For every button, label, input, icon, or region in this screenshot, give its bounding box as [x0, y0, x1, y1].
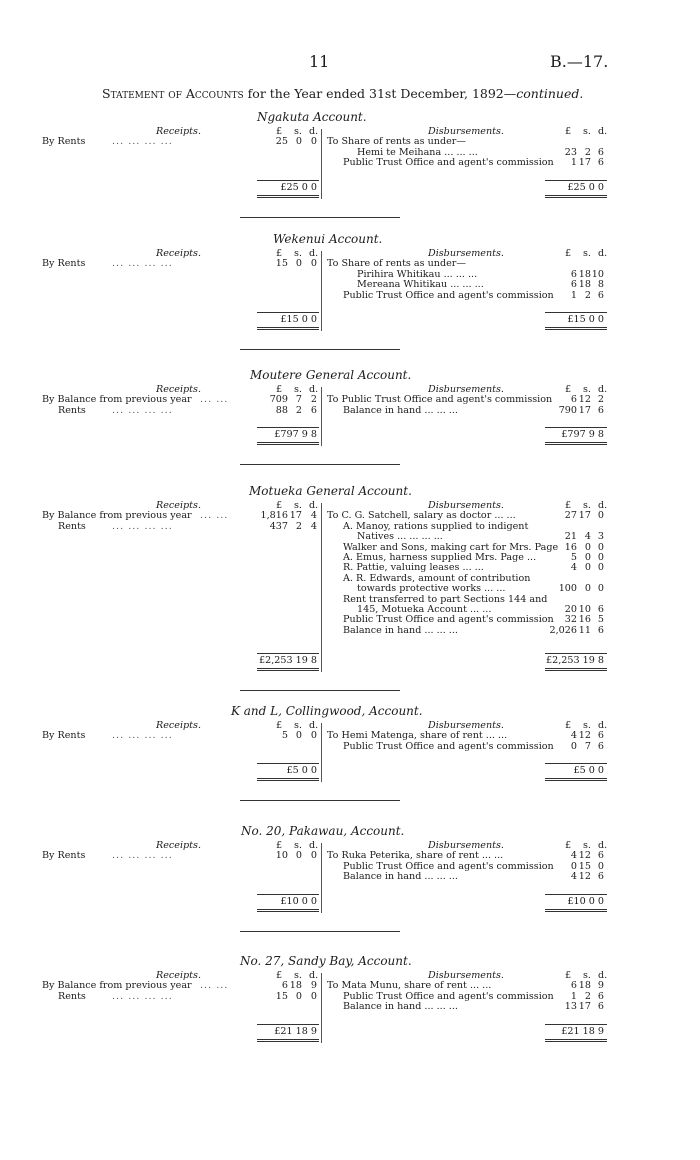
disbursement-shillings: 2	[584, 146, 591, 158]
receipt-pence: 0	[310, 850, 317, 862]
receipts-heading: Receipts.	[156, 248, 201, 259]
shilling-header: s.	[583, 384, 591, 395]
pound-header: £	[276, 384, 283, 395]
shilling-header: s.	[583, 840, 591, 851]
receipt-pounds: 88	[275, 404, 288, 416]
pence-header: d.	[309, 970, 319, 981]
total-rule	[257, 668, 319, 669]
receipts-total: £21 18 9	[274, 1025, 317, 1037]
receipt-label: By Rents	[42, 258, 86, 270]
disbursement-pounds: 1	[570, 157, 577, 169]
receipt-pounds: 15	[275, 990, 288, 1002]
receipt-label: Rents	[58, 990, 86, 1002]
receipt-dots: ... ...	[200, 394, 229, 406]
receipts-total: £15 0 0	[280, 314, 317, 325]
pound-header: £	[276, 126, 283, 137]
receipt-pounds: 25	[275, 136, 288, 148]
disbursement-text: To C. G. Satchell, salary as doctor ... ...	[327, 510, 516, 522]
total-rule	[545, 911, 607, 912]
disbursement-text: Public Trust Office and agent's commission	[343, 614, 554, 626]
disbursements-heading: Disbursements.	[428, 384, 504, 395]
shilling-header: s.	[294, 970, 302, 981]
shilling-header: s.	[294, 384, 302, 395]
pound-header: £	[565, 840, 572, 851]
disbursement-text: Public Trust Office and agent's commission	[343, 990, 554, 1002]
title-rest: for the Year ended 31st December, 1892—	[243, 86, 517, 101]
account-name: Moutere General Account.	[250, 368, 412, 382]
disbursements-heading: Disbursements.	[428, 126, 504, 137]
disbursement-shillings: 2	[584, 990, 591, 1002]
receipt-dots: ... ... ... ...	[112, 258, 173, 270]
disbursements-heading: Disbursements.	[428, 248, 504, 259]
receipts-heading: Receipts.	[156, 500, 201, 511]
pound-header: £	[276, 720, 283, 731]
disbursement-text: Public Trust Office and agent's commission	[343, 157, 554, 169]
receipt-label: By Balance from previous year	[42, 394, 192, 406]
disbursement-text: Walker and Sons, making cart for Mrs. Page	[343, 541, 559, 553]
disbursement-text: A. Manoy, rations supplied to indigent	[343, 520, 529, 532]
disbursements-total: £15 0 0	[567, 314, 604, 325]
disbursement-pounds: 4	[570, 850, 577, 862]
disbursement-shillings: 12	[578, 730, 591, 742]
pence-header: d.	[598, 840, 608, 851]
disbursement-pence: 8	[597, 279, 604, 291]
total-rule	[545, 442, 607, 443]
pence-header: d.	[598, 970, 608, 981]
shilling-header: s.	[583, 720, 591, 731]
receipt-shillings: 18	[289, 980, 302, 992]
disbursement-pounds: 4	[570, 730, 577, 742]
disbursement-text: Rent transferred to part Sections 144 and	[343, 593, 548, 605]
disbursement-text: To Ruka Peterika, share of rent ... ...	[327, 850, 504, 862]
pence-header: d.	[309, 720, 319, 731]
pound-header: £	[565, 970, 572, 981]
shilling-header: s.	[294, 720, 302, 731]
total-rule	[545, 780, 607, 781]
receipt-dots: ... ... ... ...	[112, 520, 173, 532]
disbursements-total: £797 9 8	[561, 429, 604, 441]
receipt-pence: 6	[310, 404, 317, 416]
total-rule	[257, 670, 319, 671]
receipt-label: Rents	[58, 520, 86, 532]
disbursement-text: Balance in hand ... ... ...	[343, 404, 458, 416]
page-reference: B.—17.	[550, 52, 609, 71]
total-rule	[257, 909, 319, 910]
disbursement-shillings: 2	[584, 289, 591, 301]
disbursements-heading: Disbursements.	[428, 840, 504, 851]
account-separator	[240, 217, 400, 218]
disbursement-pence: 0	[597, 552, 604, 563]
disbursement-pounds: 32	[564, 614, 577, 626]
disbursement-pence: 6	[597, 289, 604, 301]
disbursement-pounds: 6	[570, 980, 577, 992]
disbursement-shillings: 11	[578, 624, 591, 636]
disbursement-text: R. Pattie, valuing leases ... ...	[343, 562, 484, 574]
subtotal-rule	[545, 653, 607, 654]
subtotal-rule	[545, 763, 607, 764]
pound-header: £	[276, 970, 283, 981]
disbursement-shillings: 0	[584, 583, 591, 595]
shilling-header: s.	[583, 126, 591, 137]
disbursement-shillings: 18	[578, 268, 591, 280]
receipt-pence: 0	[310, 136, 317, 148]
total-rule	[545, 195, 607, 196]
disbursement-text: Natives ... ... ... ...	[357, 531, 443, 543]
receipts-heading: Receipts.	[156, 384, 201, 395]
pound-header: £	[565, 500, 572, 511]
disbursement-pence: 6	[597, 730, 604, 742]
pence-header: d.	[598, 500, 608, 511]
subtotal-rule	[545, 1024, 607, 1025]
receipt-shillings: 2	[295, 520, 302, 532]
receipt-shillings: 2	[295, 404, 302, 416]
disbursement-shillings: 7	[584, 740, 591, 752]
receipt-pounds: 10	[275, 850, 288, 862]
disbursement-text: To Public Trust Office and agent's commission	[327, 394, 553, 406]
subtotal-rule	[545, 894, 607, 895]
total-rule	[545, 909, 607, 910]
disbursement-pounds: 5	[570, 552, 577, 563]
receipts-heading: Receipts.	[156, 720, 201, 731]
receipt-shillings: 7	[295, 394, 302, 406]
total-rule	[545, 1041, 607, 1042]
pound-header: £	[276, 840, 283, 851]
pence-header: d.	[598, 384, 608, 395]
pence-header: d.	[309, 248, 319, 259]
disbursement-pounds: 23	[564, 146, 577, 158]
disbursements-total: £21 18 9	[561, 1025, 604, 1037]
total-rule	[545, 778, 607, 779]
total-rule	[257, 780, 319, 781]
receipt-dots: ... ...	[200, 980, 229, 992]
disbursement-pounds: 0	[570, 860, 577, 872]
column-divider	[321, 973, 322, 1043]
subtotal-rule	[257, 1024, 319, 1025]
title-lead: Statement of Accounts	[102, 86, 244, 101]
receipt-pounds: 1,816	[260, 510, 288, 522]
column-divider	[321, 723, 322, 782]
total-rule	[257, 442, 319, 443]
disbursement-pence: 0	[597, 860, 604, 872]
disbursement-pounds: 6	[570, 268, 577, 280]
subtotal-rule	[257, 427, 319, 428]
disbursement-shillings: 17	[578, 510, 591, 522]
disbursement-shillings: 4	[584, 531, 591, 543]
disbursement-pounds: 4	[570, 871, 577, 883]
receipt-pounds: 709	[269, 394, 288, 406]
receipt-dots: ... ... ... ...	[112, 404, 173, 416]
receipt-label: Rents	[58, 404, 86, 416]
receipt-shillings: 0	[295, 730, 302, 742]
receipt-shillings: 0	[295, 850, 302, 862]
receipts-heading: Receipts.	[156, 126, 201, 137]
account-separator	[240, 690, 400, 691]
receipt-dots: ... ...	[200, 510, 229, 522]
disbursement-pence: 2	[597, 394, 604, 406]
disbursement-pence: 6	[597, 604, 604, 615]
receipt-label: By Balance from previous year	[42, 510, 192, 522]
receipt-shillings: 17	[289, 510, 302, 522]
disbursement-pence: 0	[597, 510, 604, 522]
disbursement-text: Public Trust Office and agent's commission	[343, 289, 554, 301]
disbursement-shillings: 16	[578, 614, 591, 626]
subtotal-rule	[257, 653, 319, 654]
disbursement-pence: 6	[597, 404, 604, 416]
disbursement-pounds: 100	[558, 583, 577, 595]
disbursement-pounds: 6	[570, 394, 577, 406]
shilling-header: s.	[294, 500, 302, 511]
receipt-shillings: 0	[295, 990, 302, 1002]
disbursement-text: Public Trust Office and agent's commission	[343, 740, 554, 752]
disbursement-text: Hemi te Meihana ... ... ...	[357, 146, 478, 158]
pound-header: £	[565, 126, 572, 137]
disbursement-pence: 6	[597, 990, 604, 1002]
receipt-dots: ... ... ... ...	[112, 990, 173, 1002]
total-rule	[257, 1039, 319, 1040]
receipts-heading: Receipts.	[156, 840, 201, 851]
disbursement-shillings: 12	[578, 850, 591, 862]
receipt-label: By Rents	[42, 730, 86, 742]
column-divider	[321, 503, 322, 672]
total-rule	[257, 444, 319, 445]
account-name: Motueka General Account.	[249, 484, 412, 498]
column-divider	[321, 129, 322, 199]
disbursement-pence: 0	[597, 583, 604, 595]
disbursement-pence: 3	[597, 531, 604, 543]
subtotal-rule	[545, 427, 607, 428]
receipts-total: £25 0 0	[280, 181, 317, 193]
disbursements-heading: Disbursements.	[428, 720, 504, 731]
subtotal-rule	[545, 312, 607, 313]
receipt-label: By Rents	[42, 850, 86, 862]
disbursement-pence: 6	[597, 740, 604, 752]
disbursement-text: towards protective works ... ...	[357, 583, 506, 595]
total-rule	[545, 1039, 607, 1040]
receipts-heading: Receipts.	[156, 970, 201, 981]
receipt-dots: ... ... ... ...	[112, 136, 173, 148]
receipts-total: £797 9 8	[274, 429, 317, 441]
total-rule	[545, 327, 607, 328]
receipt-dots: ... ... ... ...	[112, 730, 173, 742]
total-rule	[257, 327, 319, 328]
account-name: No. 27, Sandy Bay, Account.	[240, 954, 412, 968]
disbursement-text: To Share of rents as under—	[327, 258, 466, 270]
pound-header: £	[565, 384, 572, 395]
disbursement-text: To Hemi Matenga, share of rent ... ...	[327, 730, 508, 742]
disbursement-text: 145, Motueka Account ... ...	[357, 604, 492, 615]
account-separator	[240, 800, 400, 801]
disbursement-pence: 6	[597, 850, 604, 862]
account-separator	[240, 349, 400, 350]
disbursement-shillings: 17	[578, 1001, 591, 1013]
account-name: Wekenui Account.	[273, 232, 383, 246]
disbursement-pounds: 20	[564, 604, 577, 615]
receipt-pence: 0	[310, 990, 317, 1002]
disbursement-text: To Mata Munu, share of rent ... ...	[327, 980, 492, 992]
disbursement-text: To Share of rents as under—	[327, 136, 466, 148]
disbursement-pounds: 4	[570, 562, 577, 574]
disbursements-total: £5 0 0	[573, 765, 604, 777]
account-name: K and L, Collingwood, Account.	[231, 704, 423, 718]
disbursement-pounds: 21	[564, 531, 577, 543]
disbursement-text: Pirihira Whitikau ... ... ...	[357, 268, 478, 280]
subtotal-rule	[545, 180, 607, 181]
shilling-header: s.	[294, 126, 302, 137]
account-separator	[240, 464, 400, 465]
total-rule	[545, 197, 607, 198]
receipt-pence: 2	[310, 394, 317, 406]
receipts-total: £10 0 0	[280, 895, 317, 907]
receipt-label: By Balance from previous year	[42, 980, 192, 992]
receipt-shillings: 0	[295, 136, 302, 148]
subtotal-rule	[257, 180, 319, 181]
disbursement-pence: 6	[597, 1001, 604, 1013]
receipt-pounds: 5	[281, 730, 288, 742]
disbursements-heading: Disbursements.	[428, 970, 504, 981]
disbursement-shillings: 17	[578, 157, 591, 169]
disbursement-pence: 10	[591, 268, 604, 280]
receipt-pounds: 437	[269, 520, 288, 532]
total-rule	[257, 778, 319, 779]
disbursement-pounds: 2,026	[549, 624, 577, 636]
disbursement-shillings: 12	[578, 871, 591, 883]
receipt-pence: 4	[310, 520, 317, 532]
page-number: 11	[309, 52, 330, 71]
receipt-shillings: 0	[295, 258, 302, 270]
receipt-pence: 0	[310, 258, 317, 270]
total-rule	[257, 1041, 319, 1042]
pound-header: £	[565, 248, 572, 259]
pence-header: d.	[309, 126, 319, 137]
pence-header: d.	[598, 720, 608, 731]
shilling-header: s.	[294, 840, 302, 851]
total-rule	[257, 911, 319, 912]
account-name: Ngakuta Account.	[257, 110, 367, 124]
column-divider	[321, 251, 322, 331]
disbursement-pence: 6	[597, 871, 604, 883]
disbursements-heading: Disbursements.	[428, 500, 504, 511]
disbursement-shillings: 15	[578, 860, 591, 872]
disbursement-pounds: 27	[564, 510, 577, 522]
disbursement-pounds: 13	[564, 1001, 577, 1013]
disbursements-total: £25 0 0	[567, 181, 604, 193]
disbursement-pence: 0	[597, 541, 604, 553]
receipt-pence: 0	[310, 730, 317, 742]
receipts-total: £2,253 19 8	[259, 655, 317, 667]
disbursement-pounds: 1	[570, 990, 577, 1002]
disbursement-pounds: 0	[570, 740, 577, 752]
disbursements-total: £2,253 19 8	[546, 655, 604, 667]
disbursements-total: £10 0 0	[567, 895, 604, 907]
disbursement-shillings: 0	[584, 562, 591, 574]
receipt-pence: 9	[310, 980, 317, 992]
disbursement-text: A. Emus, harness supplied Mrs. Page ...	[343, 552, 537, 563]
subtotal-rule	[257, 894, 319, 895]
receipts-total: £5 0 0	[286, 765, 317, 777]
disbursement-shillings: 18	[578, 279, 591, 291]
column-divider	[321, 843, 322, 913]
disbursement-pounds: 790	[558, 404, 577, 416]
disbursement-pounds: 6	[570, 279, 577, 291]
pence-header: d.	[598, 248, 608, 259]
disbursement-shillings: 18	[578, 980, 591, 992]
disbursement-pence: 6	[597, 157, 604, 169]
disbursement-shillings: 10	[578, 604, 591, 615]
subtotal-rule	[257, 312, 319, 313]
shilling-header: s.	[294, 248, 302, 259]
disbursement-shillings: 0	[584, 552, 591, 563]
account-name: No. 20, Pakawau, Account.	[241, 824, 405, 838]
shilling-header: s.	[583, 970, 591, 981]
disbursement-pounds: 1	[570, 289, 577, 301]
account-separator	[240, 931, 400, 932]
disbursement-shillings: 12	[578, 394, 591, 406]
receipt-pence: 4	[310, 510, 317, 522]
disbursement-text: A. R. Edwards, amount of contribution	[343, 572, 531, 584]
disbursement-shillings: 0	[584, 541, 591, 553]
disbursement-text: Balance in hand ... ... ...	[343, 871, 458, 883]
total-rule	[545, 670, 607, 671]
subtotal-rule	[257, 763, 319, 764]
pound-header: £	[276, 248, 283, 259]
pence-header: d.	[309, 384, 319, 395]
total-rule	[257, 329, 319, 330]
statement-title	[102, 86, 583, 101]
disbursement-pence: 0	[597, 562, 604, 574]
disbursement-text: Balance in hand ... ... ...	[343, 624, 458, 636]
shilling-header: s.	[583, 500, 591, 511]
receipt-pounds: 15	[275, 258, 288, 270]
pence-header: d.	[598, 126, 608, 137]
disbursement-text: Mereana Whitikau ... ... ...	[357, 279, 484, 291]
total-rule	[545, 329, 607, 330]
total-rule	[257, 197, 319, 198]
disbursement-text: Balance in hand ... ... ...	[343, 1001, 458, 1013]
shilling-header: s.	[583, 248, 591, 259]
title-continued: continued.	[516, 86, 584, 101]
disbursement-pence: 6	[597, 624, 604, 636]
pound-header: £	[276, 500, 283, 511]
pence-header: d.	[309, 840, 319, 851]
disbursement-pounds: 16	[564, 541, 577, 553]
disbursement-shillings: 17	[578, 404, 591, 416]
receipt-pounds: 6	[281, 980, 288, 992]
pound-header: £	[565, 720, 572, 731]
total-rule	[545, 444, 607, 445]
disbursement-pence: 9	[597, 980, 604, 992]
column-divider	[321, 387, 322, 446]
pence-header: d.	[309, 500, 319, 511]
receipt-label: By Rents	[42, 136, 86, 148]
disbursement-pence: 6	[597, 146, 604, 158]
total-rule	[545, 668, 607, 669]
receipt-dots: ... ... ... ...	[112, 850, 173, 862]
disbursement-pence: 5	[597, 614, 604, 626]
total-rule	[257, 195, 319, 196]
disbursement-text: Public Trust Office and agent's commission	[343, 860, 554, 872]
